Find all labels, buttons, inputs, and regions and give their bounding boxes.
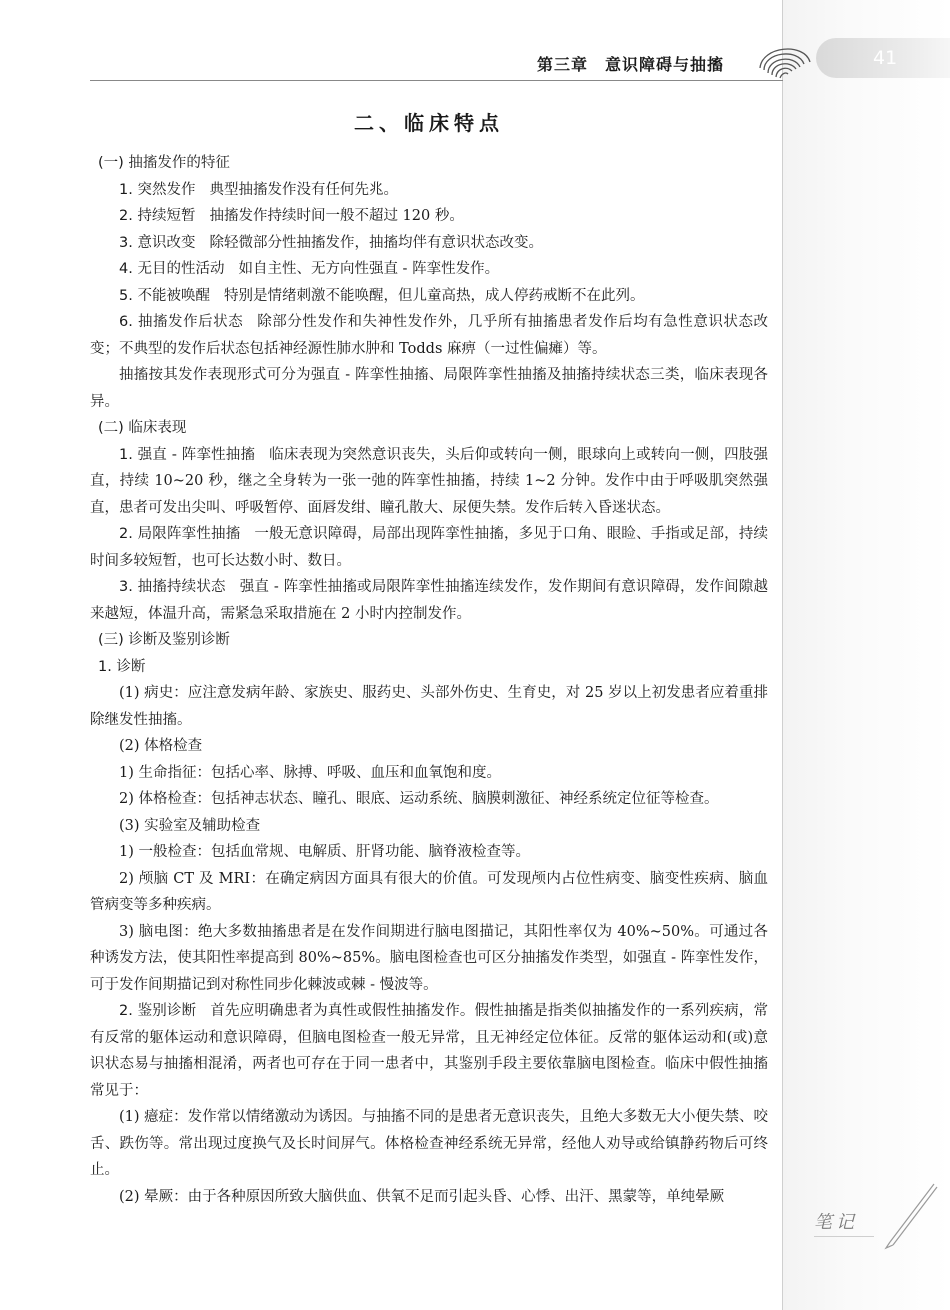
paragraph-text: 2) 颅脑 CT 及 MRI：在确定病因方面具有很大的价值。可发现颅内占位性病变、脑变性疾病、脑血管病变等多种疾病。 — [90, 870, 768, 913]
paragraph — [90, 1104, 768, 1184]
paragraph-lead: 2. 持续短暂 — [119, 208, 196, 224]
paragraph-text: 特别是情绪刺激不能唤醒，但儿童高热，成人停药戒断不在此列。 — [223, 287, 645, 304]
paragraph — [90, 256, 768, 283]
paragraph-text: 1) 一般检查：包括血常规、电解质、肝肾功能、脑脊液检查等。 — [119, 844, 530, 860]
paragraph-lead: 1. 突然发作 — [119, 181, 196, 198]
subheading: (三) 诊断及鉴别诊断 — [98, 632, 230, 648]
paragraph — [90, 813, 768, 840]
chapter-header: 第三章 意识障碍与抽搐 — [537, 55, 725, 74]
paragraph — [90, 998, 768, 1104]
header-rule — [90, 80, 783, 81]
subheading: (二) 临床表现 — [98, 420, 187, 436]
paragraph — [90, 680, 768, 733]
notes-line — [814, 1236, 874, 1237]
paragraph-text: 强直 - 阵挛性抽搐或局限阵挛性抽搐连续发作，发作期间有意识障碍，发作间隙越来越短，体温升高，需紧急采取措施在 2 小时内控制发作。 — [90, 579, 768, 622]
paragraph — [90, 574, 768, 627]
margin-divider — [782, 0, 783, 1310]
page-number: 41 — [873, 47, 898, 69]
paragraph — [90, 733, 768, 760]
right-margin-column — [783, 0, 950, 1310]
paragraph-text: 除轻微部分性抽搐发作，抽搐均伴有意识状态改变。 — [209, 234, 543, 251]
paragraph-text: (1) 癔症：发作常以情绪激动为诱因。与抽搐不同的是患者无意识丧失，且绝大多数无大小便失禁、咬舌、跌伤等。常出现过度换气及长时间屏气。体格检查神经系统无异常，经他人劝导或给镇静药物后可终止。 — [90, 1109, 768, 1178]
paragraph-text: (3) 实验室及辅助检查 — [119, 817, 261, 834]
paragraph-text: 典型抽搐发作没有任何先兆。 — [209, 181, 398, 198]
fingerprint-icon — [754, 40, 814, 90]
paragraph-text: 抽搐发作持续时间一般不超过 120 秒。 — [209, 208, 464, 224]
subheading: (一) 抽搐发作的特征 — [98, 155, 230, 171]
paragraph-text: 一般无意识障碍，局部出现阵挛性抽搐，多见于口角、眼睑、手指或足部，持续时间多较短暂，也可长达数小时、数日。 — [90, 526, 768, 569]
paragraph-lead: 3. 抽搐持续状态 — [119, 579, 226, 595]
paragraph-text: (2) 晕厥：由于各种原因所致大脑供血、供氧不足而引起头昏、心悸、出汗、黑蒙等，单纯晕厥 — [119, 1188, 725, 1205]
paragraph-lead: 6. 抽搐发作后状态 — [119, 314, 244, 330]
paragraph-lead: 2. 局限阵挛性抽搐 — [119, 526, 241, 542]
paragraph — [90, 362, 768, 415]
paragraph-text: 如自主性、无方向性强直 - 阵挛性发作。 — [238, 261, 500, 277]
paragraph-lead: 4. 无目的性活动 — [119, 261, 225, 277]
section-title: 二、临床特点 — [354, 111, 504, 135]
paragraph-text: 1) 生命指征：包括心率、脉搏、呼吸、血压和血氧饱和度。 — [119, 764, 501, 781]
paragraph — [90, 919, 768, 999]
page-body — [90, 108, 768, 1210]
paragraph-text: 3) 脑电图：绝大多数抽搐患者是在发作间期进行脑电图描记，其阳性率仅为 40%~50%。可通过各种诱发方法，使其阳性率提高到 80%~85%。脑电图检查也可区分抽搐发作类型，如强直 - 阵挛性发作，可于发作间期描记到对称性同步化棘波或棘 - 慢波等。 — [90, 923, 768, 993]
paragraph-text: 临床表现为突然意识丧失，头后仰或转向一侧，眼球向上或转向一侧，四肢强直，持续 10~20 秒，继之全身转为一张一弛的阵挛性抽搐，持续 1~2 分钟。发作中由于呼吸肌突然强直，患者可发出尖叫、呼吸暂停、面唇发绀、瞳孔散大、尿便失禁。发作后转入昏迷状态。 — [90, 446, 768, 516]
paragraph — [90, 839, 768, 866]
paragraph-lead: 3. 意识改变 — [119, 234, 196, 251]
notes-label: 笔记 — [814, 1212, 858, 1233]
paragraph — [90, 786, 768, 813]
paragraph-lead: 1. 强直 - 阵挛性抽搐 — [119, 446, 256, 463]
paragraph — [90, 203, 768, 230]
paragraph — [90, 230, 768, 257]
paragraph — [90, 177, 768, 204]
paragraph — [90, 442, 768, 522]
paragraph — [90, 521, 768, 574]
paragraph-lead: 2. 鉴别诊断 — [119, 1003, 197, 1019]
pen-icon — [860, 1180, 940, 1250]
paragraph-text: 首先应明确患者为真性或假性抽搐发作。假性抽搐是指类似抽搐发作的一系列疾病，常有反常的躯体运动和意识障碍，但脑电图检查一般无异常，且无神经定位体征。反常的躯体运动和(或)意识状态易与抽搐相混淆，两者也可存在于同一患者中，其鉴别手段主要依靠脑电图检查。临床中假性抽搐常见于： — [90, 1003, 768, 1099]
text-blocks — [90, 150, 768, 1210]
paragraph — [90, 1184, 768, 1211]
paragraph-text: (2) 体格检查 — [119, 738, 203, 754]
paragraph-text: (1) 病史：应注意发病年龄、家族史、服药史、头部外伤史、生育史，对 25 岁以上初发患者应着重排除继发性抽搐。 — [90, 685, 768, 728]
paragraph-text: 除部分性发作和失神性发作外，几乎所有抽搐患者发作后均有急性意识状态改变；不典型的发作后状态包括神经源性肺水肿和 Todds 麻痹（一过性偏瘫）等。 — [90, 314, 768, 357]
paragraph — [90, 866, 768, 919]
subheading: 1. 诊断 — [98, 658, 146, 675]
paragraph — [90, 283, 768, 310]
paragraph-text: 2) 体格检查：包括神志状态、瞳孔、眼底、运动系统、脑膜刺激征、神经系统定位征等检查。 — [119, 791, 719, 807]
paragraph-text: 抽搐按其发作表现形式可分为强直 - 阵挛性抽搐、局限阵挛性抽搐及抽搐持续状态三类，临床表现各异。 — [90, 367, 768, 410]
paragraph-lead: 5. 不能被唤醒 — [119, 287, 210, 304]
paragraph — [90, 309, 768, 362]
paragraph — [90, 760, 768, 787]
